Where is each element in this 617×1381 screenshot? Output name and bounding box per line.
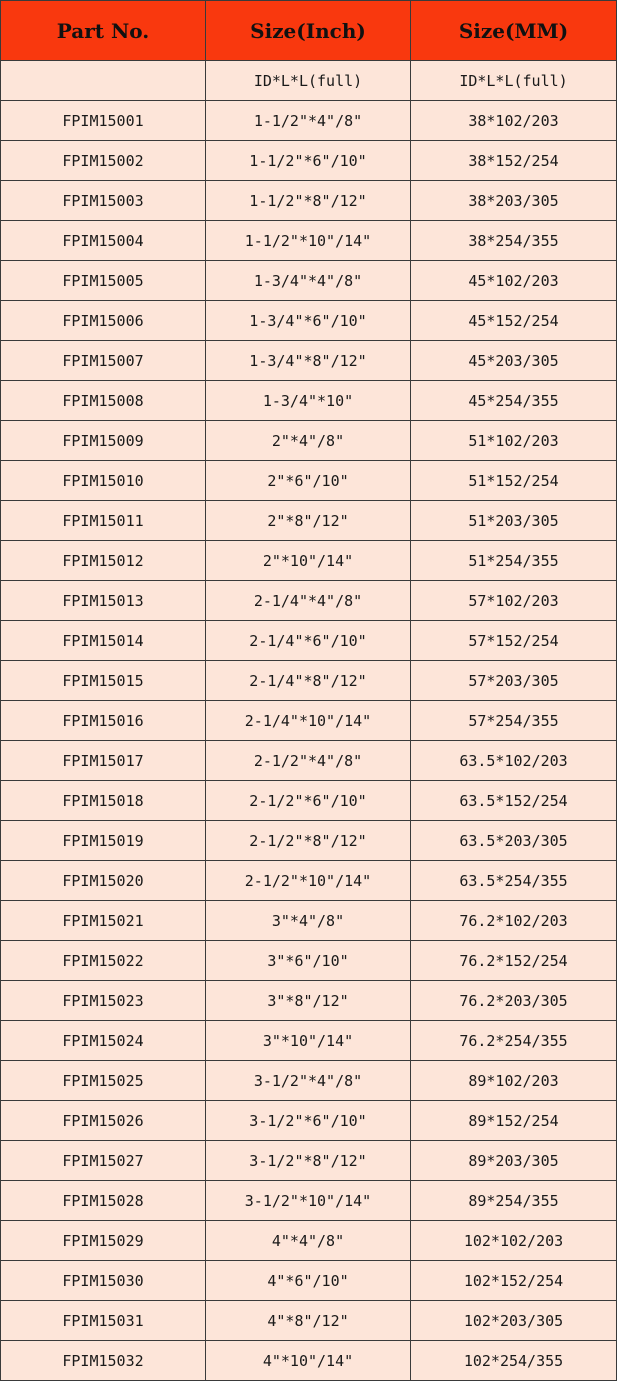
subheader-row [1, 61, 617, 101]
size-mm-cell: 45*254/355 [411, 381, 617, 421]
size-inch-cell: 3"*6"/10" [206, 941, 411, 981]
size-mm-cell: 102*203/305 [411, 1301, 617, 1341]
table-row [1, 981, 617, 1021]
size-mm-cell: 45*203/305 [411, 341, 617, 381]
table-row [1, 541, 617, 581]
part-number-cell: FPIM15030 [1, 1261, 206, 1301]
size-mm-cell: 76.2*152/254 [411, 941, 617, 981]
part-number-cell: FPIM15018 [1, 781, 206, 821]
table-row [1, 261, 617, 301]
part-number-cell: FPIM15031 [1, 1301, 206, 1341]
size-mm-cell: 51*203/305 [411, 501, 617, 541]
table-row [1, 301, 617, 341]
size-inch-cell: 4"*4"/8" [206, 1221, 411, 1261]
size-mm-cell: 45*152/254 [411, 301, 617, 341]
size-mm-cell: 57*102/203 [411, 581, 617, 621]
part-number-cell: FPIM15016 [1, 701, 206, 741]
table-row [1, 1341, 617, 1381]
size-inch-cell: 3-1/2"*4"/8" [206, 1061, 411, 1101]
size-mm-cell: 57*203/305 [411, 661, 617, 701]
size-inch-cell: 2-1/4"*6"/10" [206, 621, 411, 661]
table-row [1, 341, 617, 381]
size-inch-cell: 4"*10"/14" [206, 1341, 411, 1381]
size-inch-cell: 2-1/2"*6"/10" [206, 781, 411, 821]
table-row [1, 1181, 617, 1221]
size-mm-cell: 57*152/254 [411, 621, 617, 661]
part-number-cell: FPIM15008 [1, 381, 206, 421]
part-number-cell: FPIM15006 [1, 301, 206, 341]
part-number-cell: FPIM15003 [1, 181, 206, 221]
part-number-cell: FPIM15027 [1, 1141, 206, 1181]
size-inch-cell: 2-1/2"*8"/12" [206, 821, 411, 861]
size-mm-cell: 51*254/355 [411, 541, 617, 581]
table-row [1, 181, 617, 221]
table-row [1, 421, 617, 461]
size-inch-cell: 1-3/4"*8"/12" [206, 341, 411, 381]
part-number-cell: FPIM15019 [1, 821, 206, 861]
size-mm-cell: 89*254/355 [411, 1181, 617, 1221]
size-mm-cell: 38*152/254 [411, 141, 617, 181]
table-row [1, 1021, 617, 1061]
size-inch-cell: 3"*8"/12" [206, 981, 411, 1021]
table-row [1, 501, 617, 541]
table-row [1, 901, 617, 941]
table-body [1, 61, 617, 1381]
table-row [1, 941, 617, 981]
size-inch-cell: 2-1/4"*10"/14" [206, 701, 411, 741]
part-number-cell: FPIM15022 [1, 941, 206, 981]
part-number-cell: FPIM15014 [1, 621, 206, 661]
size-mm-cell: 51*102/203 [411, 421, 617, 461]
size-mm-cell: 63.5*203/305 [411, 821, 617, 861]
size-inch-cell: 3"*10"/14" [206, 1021, 411, 1061]
part-number-cell: FPIM15032 [1, 1341, 206, 1381]
header-row [1, 1, 617, 61]
part-number-cell: FPIM15025 [1, 1061, 206, 1101]
subheader-size-inch: ID*L*L(full) [206, 61, 411, 101]
size-inch-cell: 2"*10"/14" [206, 541, 411, 581]
part-number-cell: FPIM15001 [1, 101, 206, 141]
table-row [1, 701, 617, 741]
size-inch-cell: 2-1/2"*10"/14" [206, 861, 411, 901]
part-number-cell: FPIM15013 [1, 581, 206, 621]
size-mm-cell: 89*102/203 [411, 1061, 617, 1101]
table-row [1, 781, 617, 821]
size-mm-cell: 102*254/355 [411, 1341, 617, 1381]
table-row [1, 1141, 617, 1181]
size-inch-cell: 2"*4"/8" [206, 421, 411, 461]
part-number-cell: FPIM15012 [1, 541, 206, 581]
size-mm-cell: 76.2*203/305 [411, 981, 617, 1021]
size-inch-cell: 2-1/4"*4"/8" [206, 581, 411, 621]
size-mm-cell: 38*254/355 [411, 221, 617, 261]
size-inch-cell: 1-1/2"*4"/8" [206, 101, 411, 141]
table-row [1, 661, 617, 701]
size-mm-cell: 89*203/305 [411, 1141, 617, 1181]
table-row [1, 1301, 617, 1341]
size-inch-cell: 3-1/2"*6"/10" [206, 1101, 411, 1141]
table-row [1, 861, 617, 901]
table-row [1, 581, 617, 621]
size-inch-cell: 1-3/4"*4"/8" [206, 261, 411, 301]
part-number-cell: FPIM15020 [1, 861, 206, 901]
table-row [1, 221, 617, 261]
size-mm-cell: 89*152/254 [411, 1101, 617, 1141]
size-inch-cell: 1-3/4"*10" [206, 381, 411, 421]
size-inch-cell: 1-1/2"*8"/12" [206, 181, 411, 221]
size-mm-cell: 63.5*102/203 [411, 741, 617, 781]
size-mm-cell: 57*254/355 [411, 701, 617, 741]
size-mm-cell: 76.2*254/355 [411, 1021, 617, 1061]
table-row [1, 1261, 617, 1301]
part-number-cell: FPIM15004 [1, 221, 206, 261]
part-number-cell: FPIM15009 [1, 421, 206, 461]
part-number-cell: FPIM15005 [1, 261, 206, 301]
size-inch-cell: 4"*8"/12" [206, 1301, 411, 1341]
part-number-cell: FPIM15023 [1, 981, 206, 1021]
size-inch-cell: 2"*8"/12" [206, 501, 411, 541]
size-mm-cell: 45*102/203 [411, 261, 617, 301]
part-number-cell: FPIM15007 [1, 341, 206, 381]
size-mm-cell: 51*152/254 [411, 461, 617, 501]
table-row [1, 141, 617, 181]
size-mm-cell: 102*152/254 [411, 1261, 617, 1301]
size-inch-cell: 1-3/4"*6"/10" [206, 301, 411, 341]
part-number-cell: FPIM15028 [1, 1181, 206, 1221]
table-row [1, 821, 617, 861]
table-row [1, 741, 617, 781]
size-inch-cell: 1-1/2"*6"/10" [206, 141, 411, 181]
table-row [1, 381, 617, 421]
size-mm-cell: 38*102/203 [411, 101, 617, 141]
part-number-cell: FPIM15029 [1, 1221, 206, 1261]
part-number-cell: FPIM15011 [1, 501, 206, 541]
size-inch-cell: 2-1/4"*8"/12" [206, 661, 411, 701]
size-inch-cell: 2"*6"/10" [206, 461, 411, 501]
table-header [1, 1, 617, 61]
size-inch-cell: 1-1/2"*10"/14" [206, 221, 411, 261]
size-inch-cell: 3-1/2"*8"/12" [206, 1141, 411, 1181]
subheader-size-mm: ID*L*L(full) [411, 61, 617, 101]
part-number-cell: FPIM15002 [1, 141, 206, 181]
part-number-cell: FPIM15021 [1, 901, 206, 941]
table-row [1, 101, 617, 141]
part-number-cell: FPIM15024 [1, 1021, 206, 1061]
size-inch-cell: 4"*6"/10" [206, 1261, 411, 1301]
table-row [1, 1061, 617, 1101]
header-size-mm: Size(MM) [411, 1, 617, 61]
size-mm-cell: 102*102/203 [411, 1221, 617, 1261]
size-inch-cell: 3-1/2"*10"/14" [206, 1181, 411, 1221]
size-inch-cell: 2-1/2"*4"/8" [206, 741, 411, 781]
table-row [1, 1101, 617, 1141]
table-row [1, 1221, 617, 1261]
size-mm-cell: 63.5*254/355 [411, 861, 617, 901]
size-mm-cell: 63.5*152/254 [411, 781, 617, 821]
size-mm-cell: 38*203/305 [411, 181, 617, 221]
part-number-cell: FPIM15015 [1, 661, 206, 701]
table-row [1, 461, 617, 501]
part-number-cell: FPIM15017 [1, 741, 206, 781]
part-number-cell: FPIM15010 [1, 461, 206, 501]
subheader-part-no [1, 61, 206, 101]
header-size-inch: Size(Inch) [206, 1, 411, 61]
header-part-no: Part No. [1, 1, 206, 61]
part-number-cell: FPIM15026 [1, 1101, 206, 1141]
size-inch-cell: 3"*4"/8" [206, 901, 411, 941]
table-row [1, 621, 617, 661]
size-mm-cell: 76.2*102/203 [411, 901, 617, 941]
